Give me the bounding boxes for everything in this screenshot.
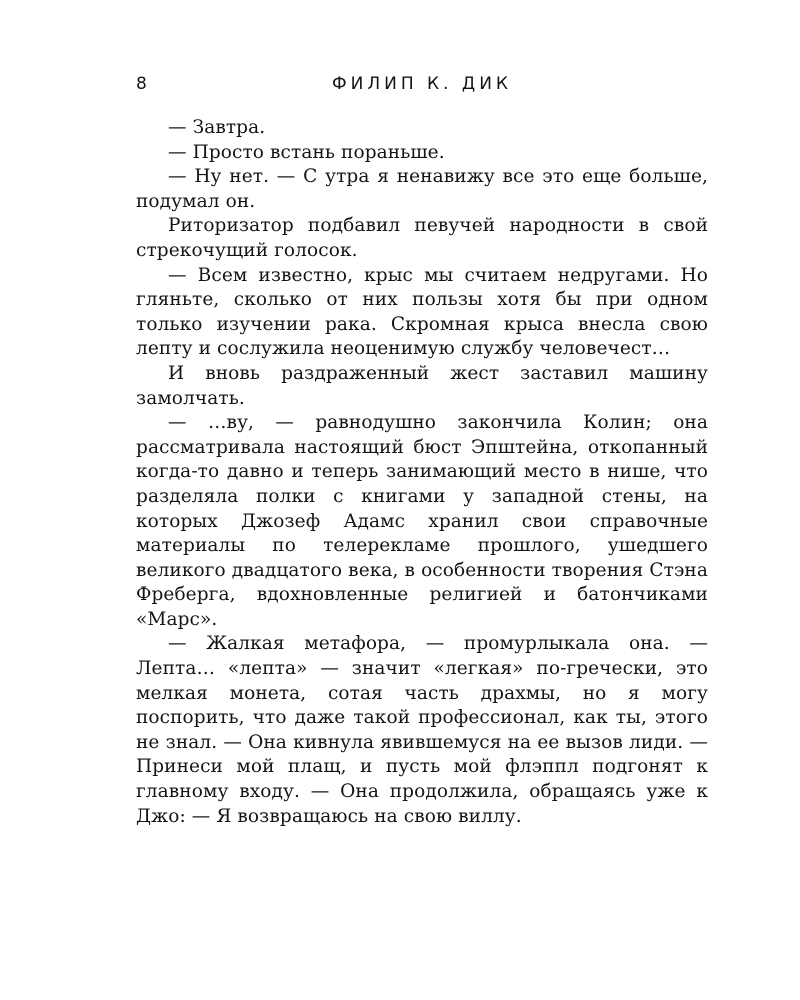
paragraph: — …ву, — равнодушно закончила Колин; она рассматривала настоящий бюст Эпштейна, откопанный когда-то давно и теперь занимающий место в нише, что разделяла полки с книгами у западной стены, на которых Джозеф Адамс хранил свои справочные материалы по телерекламе прошлого, ушедшего великого двадцатого века, в особенности творения Стэна Фреберга, вдохновленные религией и батончиками «Марс». bbox=[136, 412, 708, 630]
paragraph: — Просто встань пораньше. bbox=[168, 141, 445, 163]
paragraph: — Всем известно, крыс мы считаем недругами. Но гляньте, сколько от них пользы хотя бы при одном только изучении рака. Скромная крыса внесла свою лепту и сослужила неоценимую службу человечест… bbox=[136, 264, 708, 360]
book-text bbox=[136, 116, 708, 829]
paragraph: И вновь раздраженный жест заставил машину замолчать. bbox=[136, 362, 708, 409]
paragraph: — Жалкая метафора, — промурлыкала она. — Лепта… «лепта» — значит «легкая» по-гречески, это мелкая монета, сотая часть драхмы, но я могу поспорить, что даже такой профессионал, как ты, этого не знал. — Она кивнула явившемуся на ее вызов лиди. — Принеси мой плащ, и пусть мой флэппл подгонят к главному входу. — Она продолжила, обращаясь уже к Джо: — Я возвращаюсь на свою виллу. bbox=[136, 633, 708, 827]
paragraph: — Завтра. bbox=[168, 117, 266, 138]
paragraph: — Ну нет. — С утра я ненавижу все это еще больше, подумал он. bbox=[136, 166, 708, 212]
page-header bbox=[136, 74, 708, 98]
paragraph: Риторизатор подбавил певучей народности в свой стрекочущий голосок. bbox=[136, 215, 708, 261]
page-number: 8 bbox=[136, 74, 147, 94]
running-title: ФИЛИП К. ДИК bbox=[332, 74, 512, 94]
